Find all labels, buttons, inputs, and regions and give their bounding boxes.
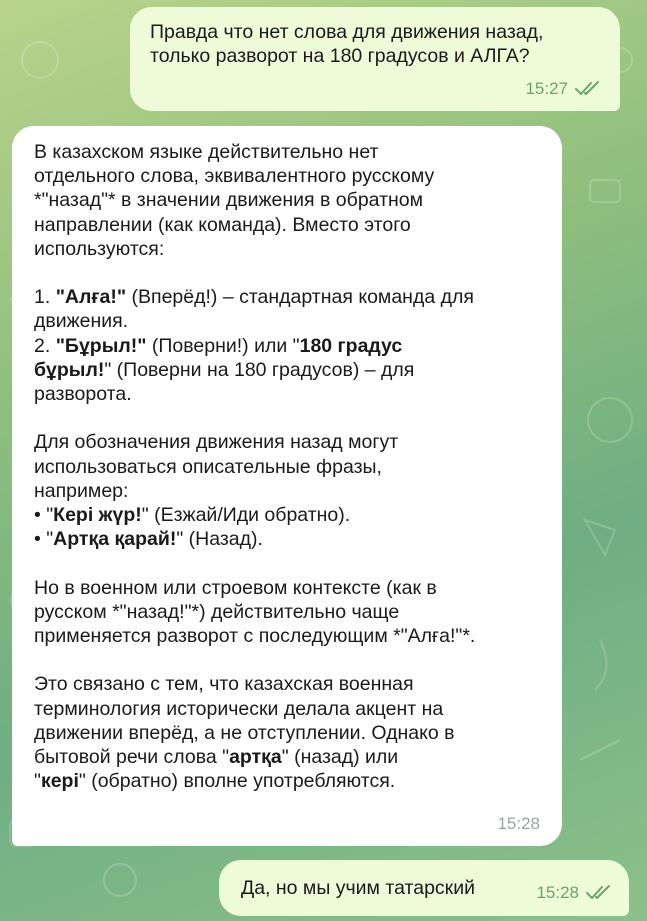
message-meta	[497, 812, 540, 836]
incoming-message-bubble[interactable]	[12, 126, 562, 846]
message-time: 15:27	[525, 78, 568, 98]
message-text: Правда что нет слова для движения назад, только разворот на 180 градусов и АЛГА?	[150, 21, 544, 68]
double-check-icon	[585, 885, 613, 901]
message-text: Да, но мы учим татарский	[241, 877, 475, 899]
outgoing-message-bubble[interactable]	[130, 7, 620, 111]
double-check-icon	[574, 81, 602, 97]
message-time: 15:28	[536, 882, 579, 902]
outgoing-message-bubble[interactable]	[219, 860, 629, 916]
message-time: 15:28	[497, 813, 540, 833]
message-meta	[525, 77, 602, 101]
message-meta	[536, 881, 613, 905]
message-text: В казахском языке действительно нет отдельного слова, эквивалентного русскому *"назад"* в значении движения в обратном направлении (как команда). Вместо этого используются: 1. "Алға!" (Вперёд!) – стандартная команда для движения. 2. "Бұрыл!" (Поверни!) или "180 градус бұрыл!" (Поверни на 180 градусов) – для разворота. Для обозначения движения назад могут использоваться описательные фразы, например: • "Кері жүр!" (Езжай/Иди обратно). • "Артқа қарай!" (Назад). Но в военном или строевом контексте (как в русском *"назад!"*) действительно чаще применяется разворот с последующим *"Алға!"*. Это связано с тем, что казахская военная терминология исторически делала акцент на движении вперёд, а не отступлении. Однако в бытовой речи слова "артқа" (назад) или "кері" (обратно) вполне употребляются.	[34, 141, 476, 793]
